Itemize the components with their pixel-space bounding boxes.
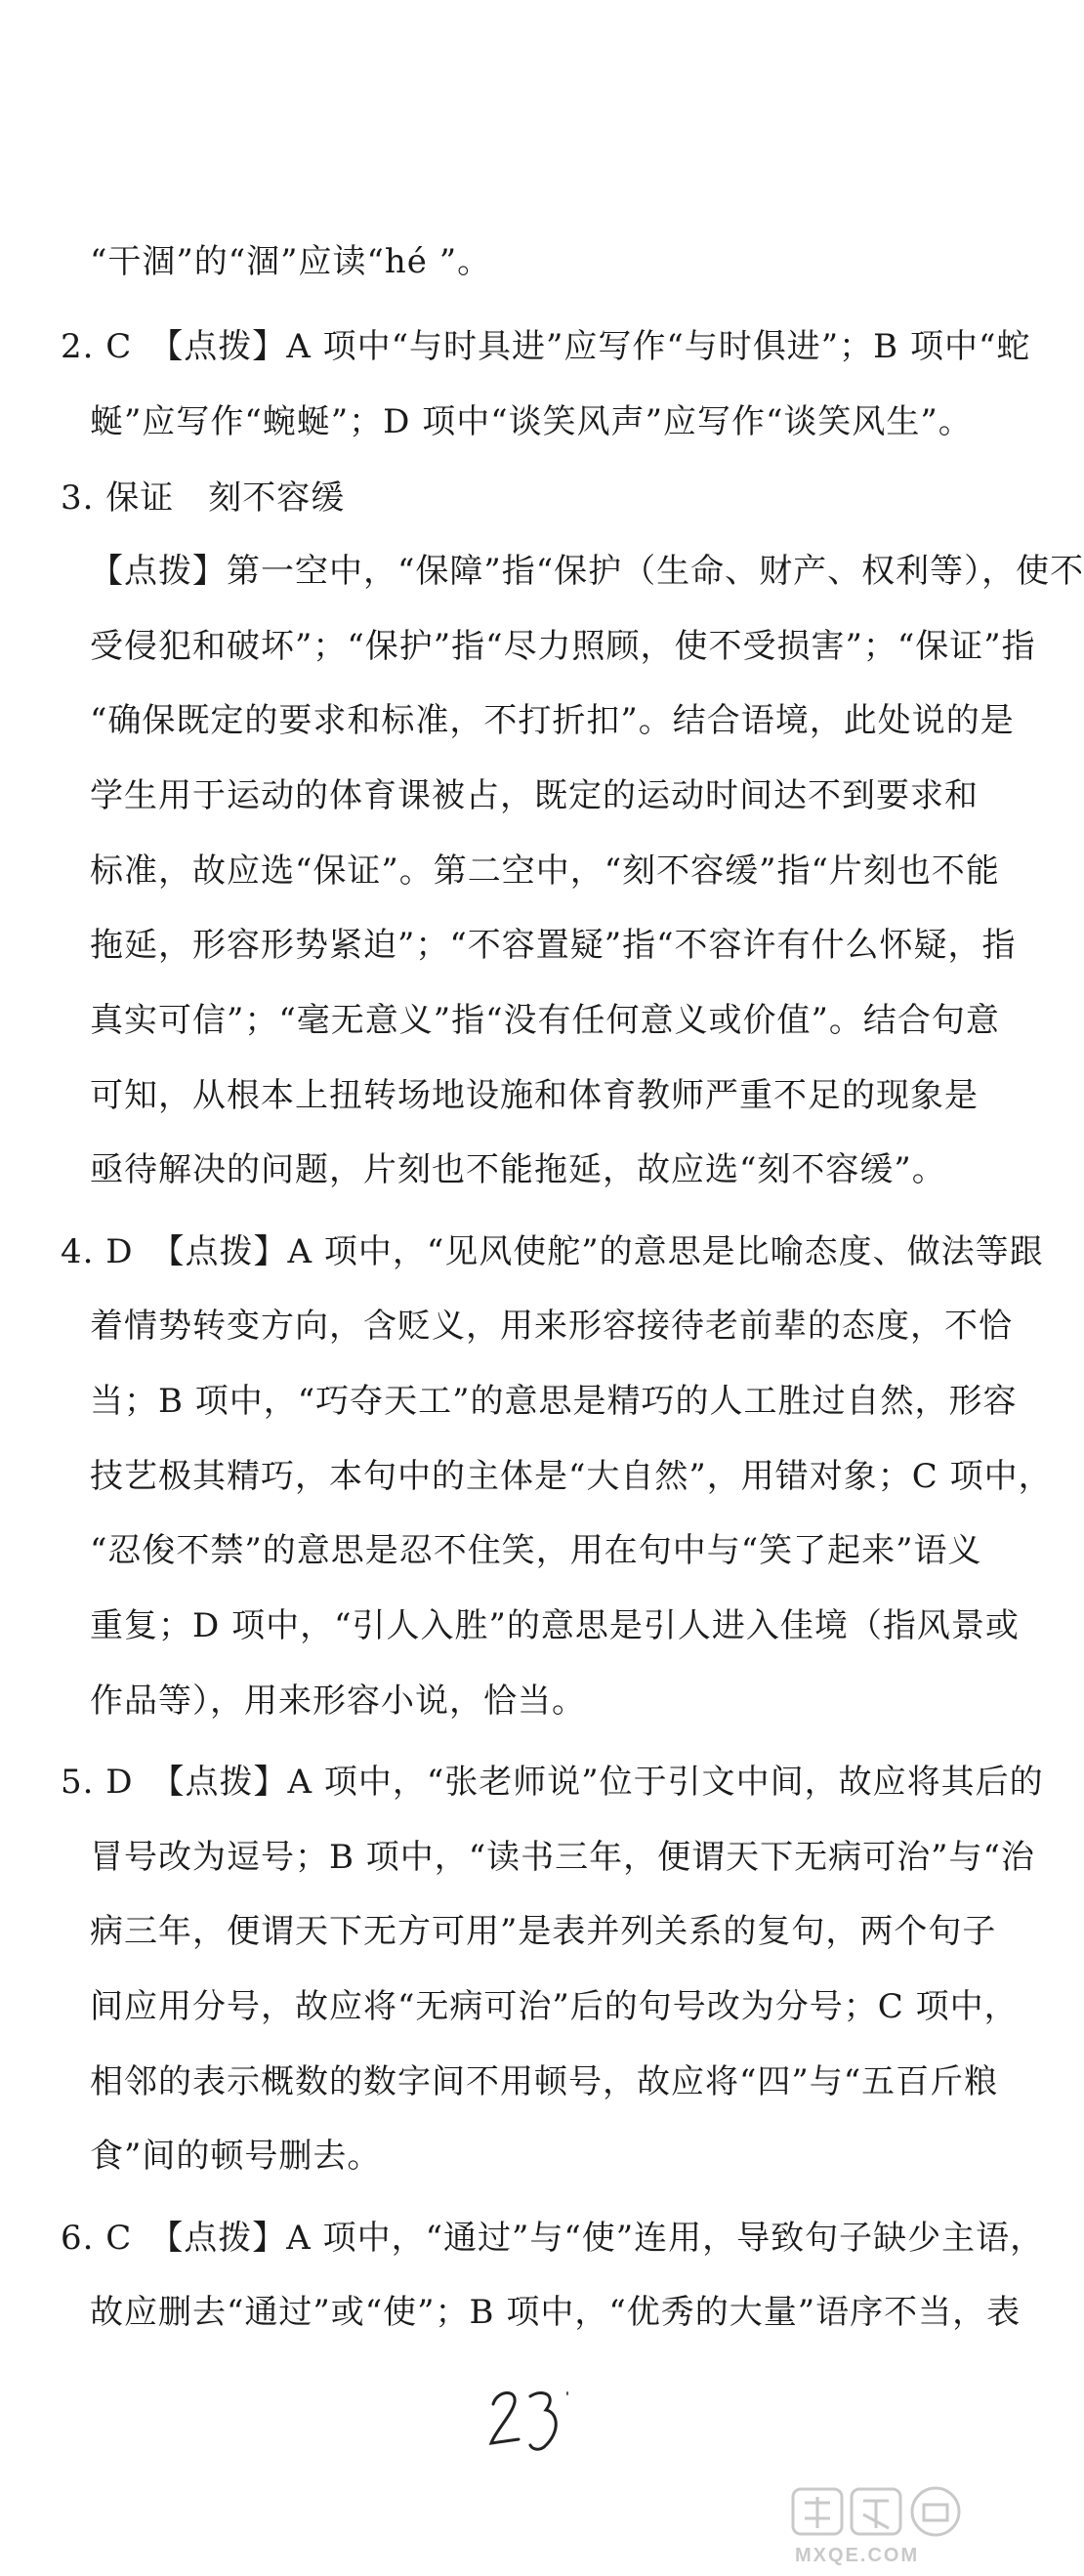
- text-line: 3. 保证 刻不容缓: [61, 478, 346, 518]
- text-line: 病三年，便谓天下无方可用”是表并列关系的复句，两个句子: [90, 1912, 997, 1951]
- text-line: 【点拨】第一空中，“保障”指“保护（生命、财产、权利等），使不: [90, 552, 1084, 591]
- text-line: 真实可信”；“毫无意义”指“没有任何意义或价值”。结合句意: [90, 1001, 1000, 1040]
- text-line: 2. C 【点拨】A 项中“与时具进”应写作“与时俱进”；B 项中“蛇: [61, 327, 1031, 366]
- text-line: 受侵犯和破坏”；“保护”指“尽力照顾，使不受损害”；“保证”指: [90, 627, 1036, 666]
- text-line: 亟待解决的问题，片刻也不能拖延，故应选“刻不容缓”。: [90, 1150, 946, 1189]
- text-line: 可知，从根本上扭转场地设施和体育教师严重不足的现象是: [90, 1076, 979, 1115]
- text-line: 5. D 【点拨】A 项中，“张老师说”位于引文中间，故应将其后的: [61, 1763, 1044, 1802]
- text-line: 着情势转变方向，含贬义，用来形容接待老前辈的态度，不恰: [90, 1307, 1013, 1346]
- text-line: 蜒”应写作“蜿蜒”；D 项中“谈笑风声”应写作“谈笑风生”。: [90, 402, 973, 441]
- watermark-logo: [791, 2485, 967, 2568]
- text-line: 6. C 【点拨】A 项中，“通过”与“使”连用，导致句子缺少主语，: [61, 2219, 1045, 2258]
- handwritten-page-number: [483, 2383, 571, 2461]
- text-line: 学生用于运动的体育课被占，既定的运动时间达不到要求和: [90, 776, 979, 815]
- text-line: 拖延，形容形势紧迫”；“不容置疑”指“不容许有什么怀疑，指: [90, 926, 1017, 965]
- text-line: 故应删去“通过”或“使”；B 项中，“优秀的大量”语序不当，表: [90, 2293, 1021, 2332]
- text-line: 作品等），用来形容小说，恰当。: [90, 1682, 586, 1721]
- text-line: “干涸”的“涸”应读“hé ”。: [90, 242, 492, 281]
- text-line: 4. D 【点拨】A 项中，“见风使舵”的意思是比喻态度、做法等跟: [61, 1232, 1044, 1271]
- text-line: 当；B 项中，“巧夺天工”的意思是精巧的人工胜过自然，形容: [90, 1382, 1018, 1421]
- text-line: 相邻的表示概数的数字间不用顿号，故应将“四”与“五百斤粮: [90, 2062, 999, 2101]
- text-line: 间应用分号，故应将“无病可治”后的句号改为分号；C 项中，: [90, 1987, 1019, 2026]
- text-line: 冒号改为逗号；B 项中，“读书三年，便谓天下无病可治”与“治: [90, 1838, 1035, 1877]
- text-line: 食”间的顿号删去。: [90, 2137, 382, 2176]
- text-line: “确保既定的要求和标准，不打折扣”。结合语境，此处说的是: [90, 701, 1015, 740]
- svg-text:MXQE.COM: MXQE.COM: [795, 2545, 920, 2566]
- text-line: 标准，故应选“保证”。第二空中，“刻不容缓”指“片刻也不能: [90, 852, 1000, 891]
- text-line: 重复；D 项中，“引人入胜”的意思是引人进入佳境（指风景或: [90, 1606, 1020, 1645]
- text-line: 技艺极其精巧，本句中的主体是“大自然”，用错对象；C 项中，: [90, 1457, 1053, 1496]
- text-line: “忍俊不禁”的意思是忍不住笑，用在句中与“笑了起来”语义: [90, 1531, 982, 1570]
